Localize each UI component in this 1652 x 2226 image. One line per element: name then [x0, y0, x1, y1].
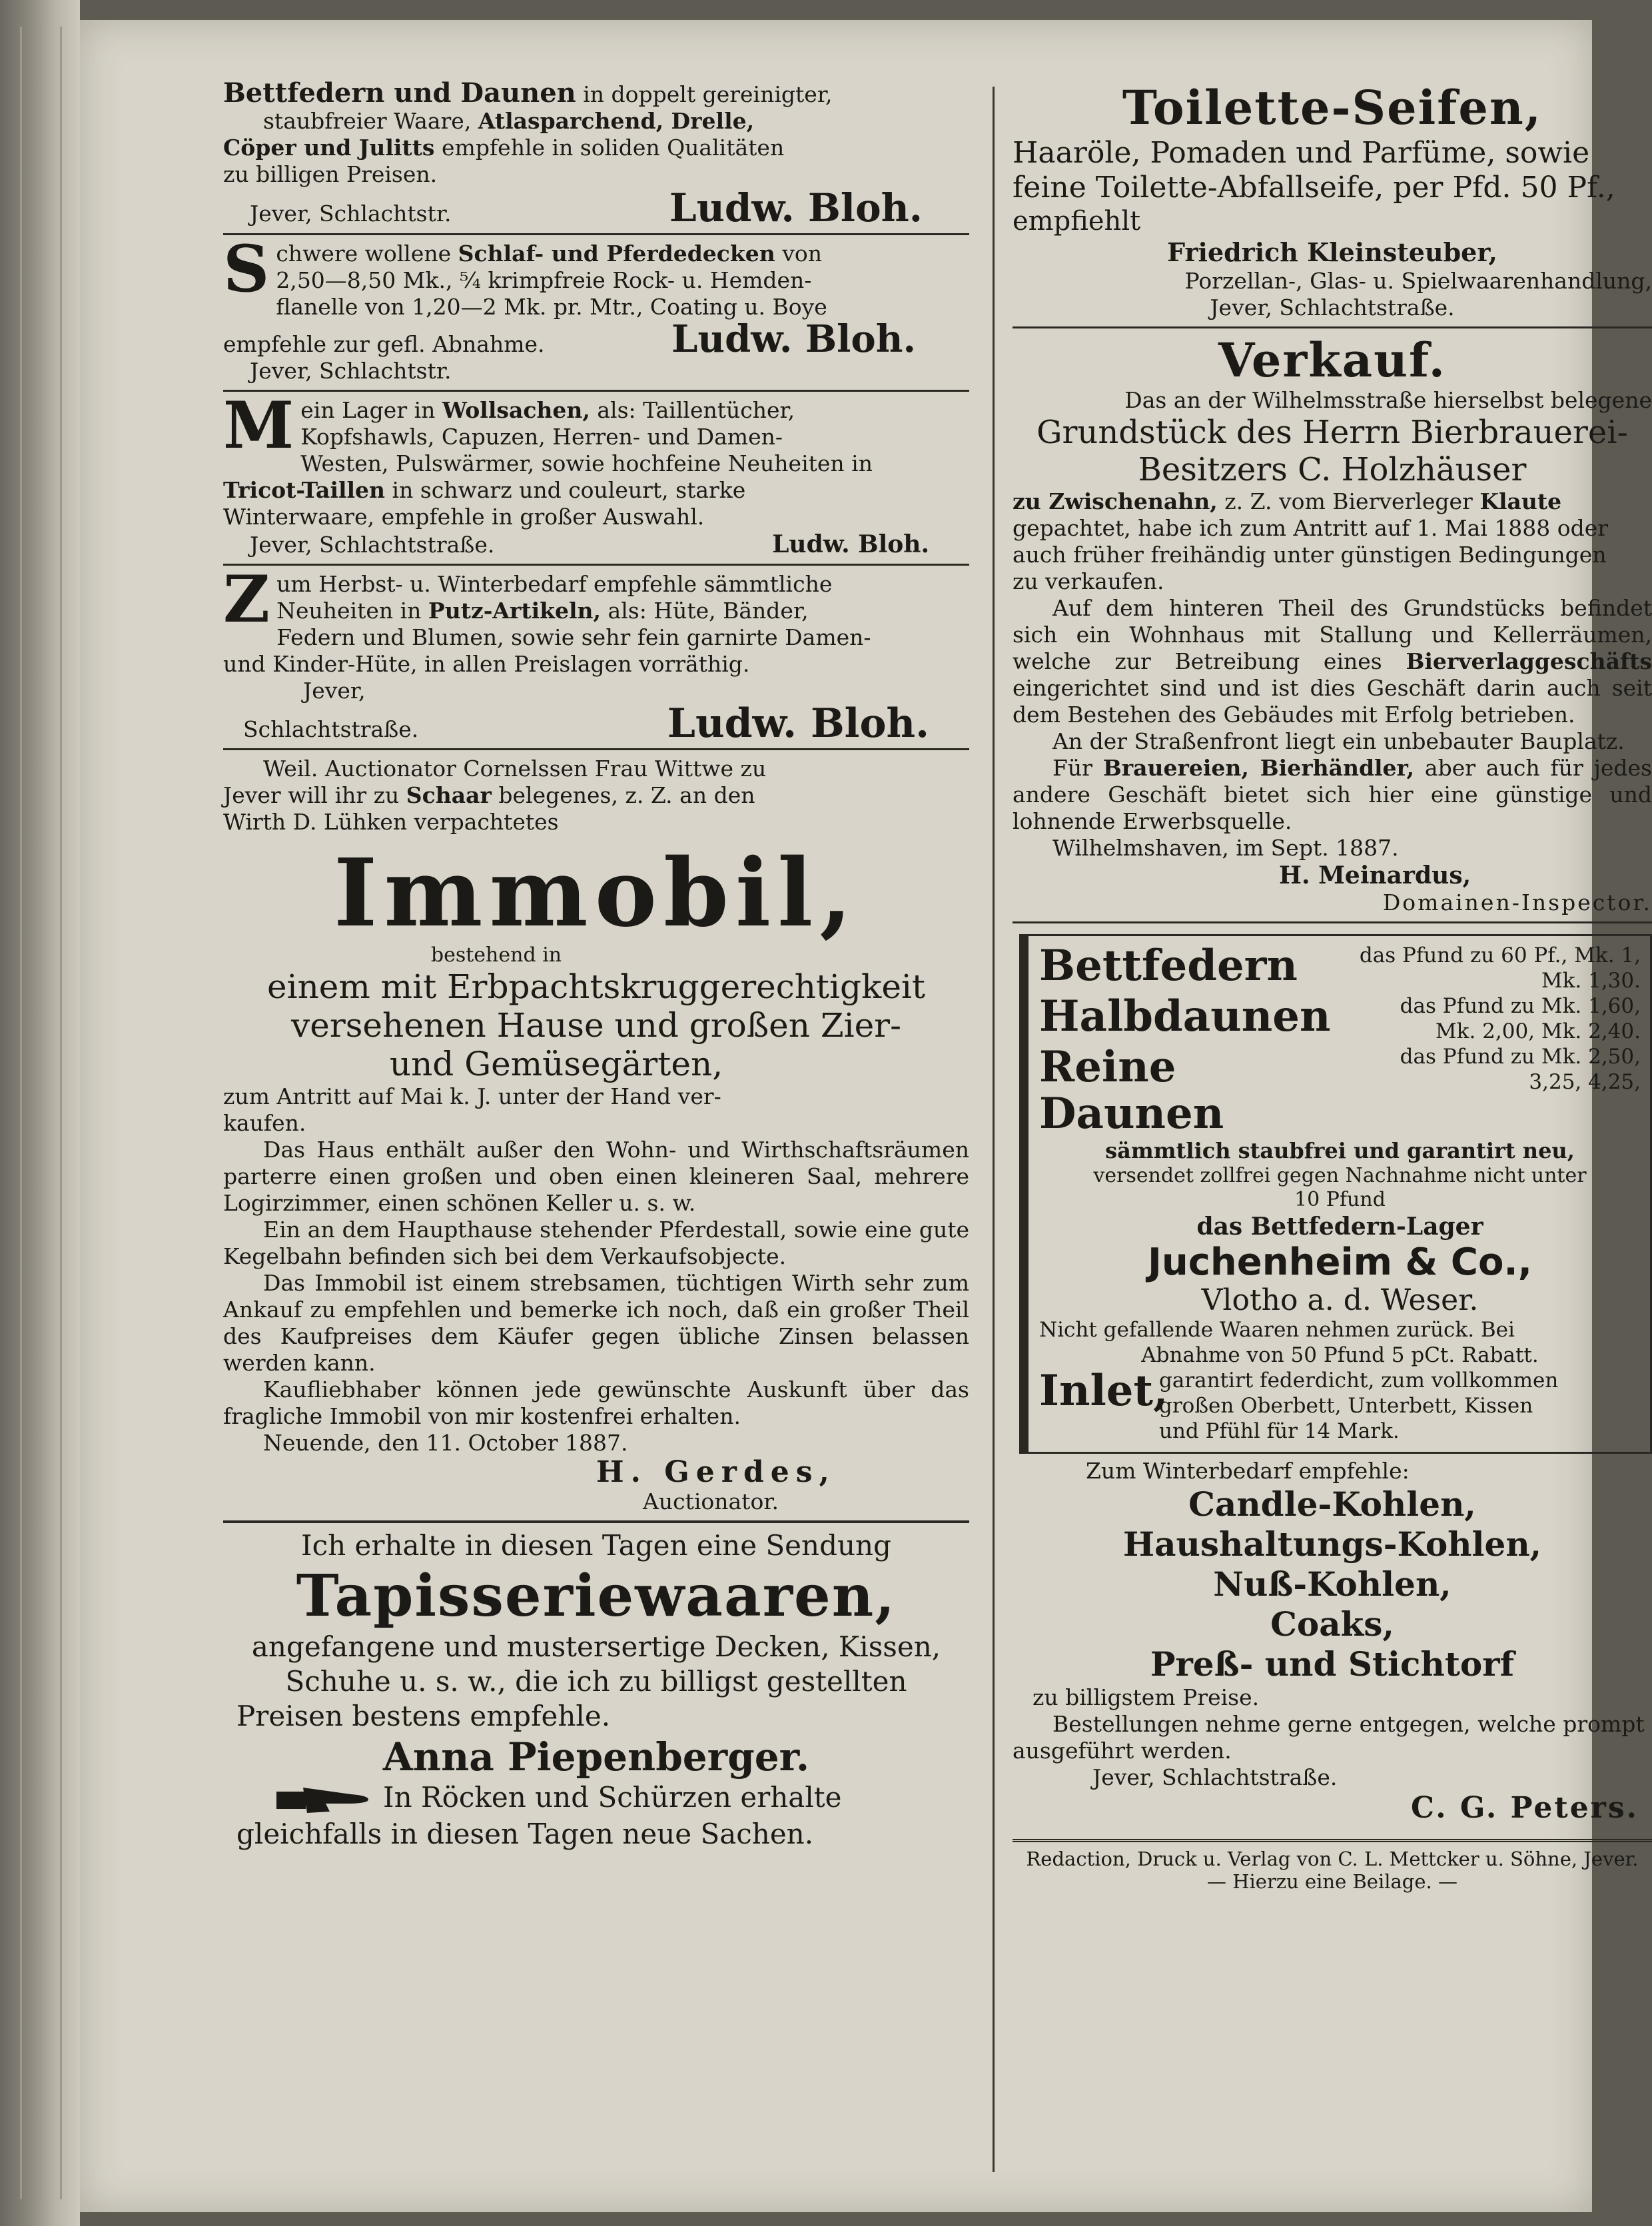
ad-text: eingerichtet sind und ist dies Geschäft darin auch seit dem Bestehen des Gebäudes mit Erfolg betrieben. [1013, 675, 1652, 728]
ad-text-line: gepachtet, habe ich zum Antritt auf 1. Mai 1888 oder [1013, 515, 1609, 541]
product-item: Candle-Kohlen, [1188, 1484, 1476, 1524]
product-name: Halbdaunen [1039, 991, 1331, 1041]
signature: Ludw. Bloh. [667, 700, 929, 747]
ad-text-line: feine Toilette-Abfallseife, per Pfd. 50 Pf., [1013, 171, 1615, 205]
product-item: Haushaltungs-Kohlen, [1122, 1524, 1542, 1564]
ad-text-bold: Schlaf- und Pferdedecken [458, 241, 775, 267]
product-item: Preß- und Stichtorf [1150, 1644, 1515, 1684]
ad-text-bold: Wollsachen, [442, 397, 590, 423]
ad-text: chwere wollene [276, 241, 458, 267]
drop-initial: S [223, 231, 270, 306]
product-price [1259, 993, 1641, 1044]
ad-text: Auf dem hinteren Theil des Grundstücks befindet sich ein Wohnhaus mit Stallung und Kellerräumen, welche zur Betreibung eines [1013, 595, 1652, 674]
place: Schlachtstraße. [243, 716, 419, 742]
ad-paragraph: Das Immobil ist einem strebsamen, tüchtigen Wirth sehr zum Ankauf zu empfehlen und bemerke ich noch, daß ein großer Theil des Kaufpreises dem Käufer gegen übliche Zinsen belassen werden kann. [223, 1270, 969, 1376]
ad-immobil-gerdes [223, 756, 969, 1515]
signature: C. G. Peters. [1410, 1791, 1639, 1825]
divider [223, 1520, 969, 1523]
ad-verkauf-grundstueck [1013, 334, 1652, 916]
ad-subline: bestehend in [430, 943, 562, 967]
ad-decken-bloh [223, 231, 969, 384]
supplement-note: — Hierzu eine Beilage. — [1207, 1870, 1457, 1893]
ad-text-line: Schuhe u. s. w., die ich zu billigst gestellten [285, 1665, 907, 1698]
signature: H. Gerdes, [596, 1455, 836, 1489]
ad-text: z. Z. vom Bierverleger [1217, 488, 1480, 514]
product-price [1259, 1044, 1641, 1095]
ad-text-line: versendet zollfrei gegen Nachnahme nicht unter [1093, 1164, 1587, 1187]
signature-row [223, 317, 969, 361]
ad-text: aber auch für jedes andere Geschäft bietet sich hier eine günstige und lohnende Erwerbsquelle. [1013, 755, 1652, 834]
ad-text-line: angefangene und mustersertige Decken, Kissen, [251, 1630, 941, 1663]
pointing-hand-icon [276, 1782, 370, 1817]
signature: Ludw. Bloh. [671, 317, 916, 361]
ad-text-line: das Bettfedern-Lager [1196, 1213, 1483, 1241]
ad-text-line [223, 477, 969, 504]
divider [223, 233, 969, 235]
place: Jever, Schlachtstraße. [250, 532, 495, 558]
ad-text-line [223, 108, 969, 135]
ad-text-bold: Tricot-Taillen [223, 477, 386, 503]
ad-large-line: und Gemüsegärten, [389, 1045, 723, 1083]
ad-text-line: zu verkaufen. [1013, 568, 1164, 594]
ad-text-bold: Putz-Artikeln, [428, 598, 602, 624]
ad-text-bold: zu Zwischenahn, [1013, 488, 1218, 514]
place: Jever, [303, 678, 366, 704]
ad-text-line: Wirth D. Lühken verpachtetes [223, 809, 559, 835]
imprint: Redaction, Druck u. Verlag von C. L. Mettcker u. Söhne, Jever. [1026, 1848, 1639, 1870]
ad-text-line [223, 782, 969, 809]
ad-heading-bold: Bettfedern und Daunen [223, 77, 576, 109]
divider [1013, 326, 1652, 328]
ad-text-line: um Herbst- u. Winterbedarf empfehle sämmtliche [276, 571, 833, 597]
left-column [223, 77, 969, 1852]
ad-tapisserie-piepenberger [223, 1528, 969, 1852]
price-text: Mk. 2,00, Mk. 2,40. [1435, 1019, 1641, 1043]
right-column [1013, 80, 1652, 1893]
product-item: Coaks, [1270, 1604, 1394, 1644]
signature-title: Domainen-Inspector. [1382, 889, 1652, 915]
dateline: Neuende, den 11. October 1887. [263, 1430, 628, 1456]
ad-text-bold: Klaute [1479, 488, 1562, 514]
signature-row [223, 700, 969, 747]
ad-paragraph [1013, 595, 1652, 728]
product-price [1259, 943, 1641, 993]
ad-text-line: Nicht gefallende Waaren nehmen zurück. Bei [1039, 1318, 1515, 1342]
ad-large-line: versehenen Hause und großen Zier- [291, 1006, 901, 1045]
page-edge-line [20, 27, 22, 2199]
ad-text: Jever will ihr zu [223, 782, 406, 808]
ad-text-line: Federn und Blumen, sowie sehr fein garnirte Damen- [276, 624, 871, 650]
ad-text-line: Das an der Wilhelmsstraße hierselbst belegene [1124, 387, 1652, 413]
ad-text-line: 10 Pfund [1294, 1188, 1386, 1211]
ad-text-line: Haaröle, Pomaden und Parfüme, sowie [1013, 136, 1590, 170]
drop-initial: M [223, 388, 294, 463]
ad-text-line: Winterwaare, empfehle in großer Auswahl. [223, 504, 705, 530]
price-text: 3,25, 4,25, [1529, 1070, 1641, 1094]
product-name: Inlet, [1039, 1366, 1168, 1416]
place: Jever, Schlachtstr. [250, 358, 452, 384]
headline-toilette-seifen: Toilette-Seifen, [1122, 80, 1543, 135]
ad-text-line: Preisen bestens empfehle. [236, 1700, 611, 1732]
ad-text-line: Bestellungen nehme gerne entgegen, welche prompt [1052, 1711, 1645, 1737]
signature: Anna Piepenberger. [382, 1734, 810, 1780]
price-text: das Pfund zu 60 Pf., Mk. 1, [1359, 943, 1641, 967]
ad-text-line: gleichfalls in diesen Tagen neue Sachen. [236, 1818, 814, 1850]
ad-paragraph: Das Haus enthält außer den Wohn- und Wirthschaftsräumen parterre einen großen und oben einen kleineren Saal, mehrere Logirzimmer, einen schönen Keller u. s. w. [223, 1137, 969, 1216]
divider [223, 748, 969, 750]
ad-text: staubfreier Waare, [263, 108, 478, 134]
price-row [1039, 1044, 1641, 1137]
ad-text-line: auch früher freihändig unter günstigen Bedingungen [1013, 542, 1607, 568]
ad-text-line: Abnahme von 50 Pfund 5 pCt. Rabatt. [1141, 1343, 1539, 1367]
price-row [1039, 943, 1641, 993]
ad-text-line: 2,50—8,50 Mk., ⁵⁄₄ krimpfreie Rock- u. Hemden- [276, 267, 812, 293]
ad-text-line: empfiehlt [1013, 206, 1141, 237]
ad-text-bold: Cöper und Julitts [223, 135, 435, 161]
signature: Ludw. Bloh. [772, 530, 929, 558]
ad-text-bold: Brauereien, Bierhändler, [1102, 755, 1415, 781]
ad-text-line: zu billigstem Preise. [1032, 1684, 1260, 1710]
ad-text-line: empfehle zur gefl. Abnahme. [223, 331, 545, 357]
ad-text: Neuheiten in [276, 598, 428, 624]
ad-text: von [775, 241, 823, 267]
ad-text: als: Hüte, Bänder, [601, 598, 809, 624]
page-edge-line [40, 27, 42, 2199]
ad-text-line: ausgeführt werden. [1013, 1738, 1232, 1764]
dateline: Wilhelmshaven, im Sept. 1887. [1052, 835, 1399, 861]
shop-type: Porzellan-, Glas- u. Spielwaarenhandlung, [1184, 268, 1652, 294]
ad-text-line: Zum Winterbedarf empfehle: [1086, 1458, 1410, 1484]
ad-paragraph: Kaufliebhaber können jede gewünschte Auskunft über das fragliche Immobil von mir kostenfrei erhalten. [223, 1377, 969, 1429]
ad-text-line: Kopfshawls, Capuzen, Herren- und Damen- [300, 424, 783, 450]
ad-text-bold: Schaar [406, 782, 492, 808]
ad-text-line: Westen, Pulswärmer, sowie hochfeine Neuheiten in [300, 450, 873, 476]
ad-kohlen-peters [1013, 1458, 1652, 1826]
signature-row [223, 530, 969, 558]
ad-text-line [223, 135, 969, 161]
ad-paragraph: Ein an dem Haupthause stehender Pferdestall, sowie eine gute Kegelbahn befinden sich bei dem Verkaufsobjecte. [223, 1217, 969, 1269]
ad-text-line [223, 241, 969, 267]
ad-text-line: Ich erhalte in diesen Tagen eine Sendung [301, 1529, 891, 1562]
ad-text-line [223, 598, 969, 624]
ad-bettfedern-bloh [223, 77, 969, 231]
price-text: das Pfund zu Mk. 2,50, [1400, 1045, 1641, 1069]
price-row [1039, 1368, 1641, 1444]
ad-large-line: Grundstück des Herrn Bierbrauerei- [1036, 414, 1628, 451]
signature: Friedrich Kleinsteuber, [1167, 237, 1497, 267]
ad-text: empfehle in soliden Qualitäten [434, 135, 785, 161]
ad-text: als: Taillentücher, [590, 397, 795, 423]
ad-text-bold: Atlasparchend, Drelle, [478, 108, 755, 134]
ad-text: In Röcken und Schürzen erhalte [383, 1781, 842, 1814]
drop-initial: Z [223, 562, 270, 637]
price-text: das Pfund zu Mk. 1,60, [1400, 994, 1641, 1018]
ad-large-line: einem mit Erbpachtskruggerechtigkeit [266, 967, 925, 1006]
ad-text-line [223, 397, 969, 424]
signature-title: Auctionator. [643, 1488, 779, 1514]
ad-text: Für [1052, 755, 1103, 781]
place: Jever, Schlachtstr. [250, 201, 452, 227]
footer-rule [1013, 1839, 1652, 1842]
page-edge-line [60, 27, 62, 2199]
divider [223, 390, 969, 392]
signature-row [223, 185, 969, 231]
signature: H. Meinardus, [1279, 861, 1471, 889]
firm-city: Vlotho a. d. Weser. [1201, 1283, 1479, 1317]
price-text: garantirt federdicht, zum vollkommen [1159, 1369, 1559, 1392]
ad-text-line [1013, 488, 1652, 515]
ad-text-line [223, 77, 969, 109]
headline-verkauf: Verkauf. [1218, 332, 1447, 388]
ad-text: in doppelt gereinigter, [576, 81, 833, 107]
ad-text-line: Weil. Auctionator Cornelssen Frau Wittwe zu [263, 756, 767, 782]
ad-large-line: Besitzers C. Holzhäuser [1138, 451, 1527, 488]
ad-text-line: flanelle von 1,20—2 Mk. pr. Mtr., Coating u. Boye [276, 294, 827, 320]
product-name: Reine Daunen [1039, 1042, 1224, 1139]
ad-paragraph [1013, 755, 1652, 835]
ad-text-line: kaufen. [223, 1110, 306, 1136]
ad-toilette-seifen [1013, 80, 1652, 321]
page-edge [0, 0, 80, 2226]
signature: Ludw. Bloh. [669, 185, 923, 231]
page-footer [1013, 1848, 1652, 1893]
ad-text-line: und Kinder-Hüte, in allen Preislagen vorräthig. [223, 651, 750, 677]
ad-text: in schwarz und couleurt, starke [385, 477, 746, 503]
newspaper-page [80, 20, 1652, 2212]
price-text: und Pfühl für 14 Mark. [1159, 1419, 1400, 1443]
place: Jever, Schlachtstraße. [1092, 1764, 1338, 1790]
ad-putz-bloh [223, 562, 969, 747]
firm-name: Juchenheim & Co., [1148, 1241, 1532, 1284]
headline-immobil: Immobil, [333, 839, 859, 948]
price-row [1039, 993, 1641, 1044]
ad-wollsachen-bloh [223, 388, 969, 558]
ad-text: belegenes, z. Z. an den [491, 782, 755, 808]
price-text: Mk. 1,30. [1541, 969, 1641, 993]
product-name: Bettfedern [1039, 941, 1298, 991]
divider [1013, 921, 1652, 923]
headline-tapisserie: Tapisseriewaaren, [296, 1562, 897, 1630]
divider [223, 564, 969, 566]
ad-text-line: sämmtlich staubfrei und garantirt neu, [1105, 1138, 1575, 1163]
ad-paragraph: An der Straßenfront liegt ein unbebauter Bauplatz. [1052, 728, 1625, 754]
product-item: Nuß-Kohlen, [1213, 1564, 1451, 1604]
ad-text-line [223, 1780, 969, 1817]
ad-text-line: zum Antritt auf Mai k. J. unter der Hand ver- [223, 1083, 721, 1109]
ad-text-line: zu billigen Preisen. [223, 161, 438, 187]
price-text: großen Oberbett, Unterbett, Kissen [1159, 1394, 1533, 1418]
ad-text: ein Lager in [300, 397, 442, 423]
place: Jever, Schlachtstraße. [1210, 294, 1455, 320]
product-price [1159, 1368, 1641, 1444]
ad-text-bold: Bierverlaggeschäfts [1406, 648, 1652, 674]
ad-bettfedern-juchenheim [1019, 934, 1652, 1454]
column-divider [993, 87, 995, 2172]
